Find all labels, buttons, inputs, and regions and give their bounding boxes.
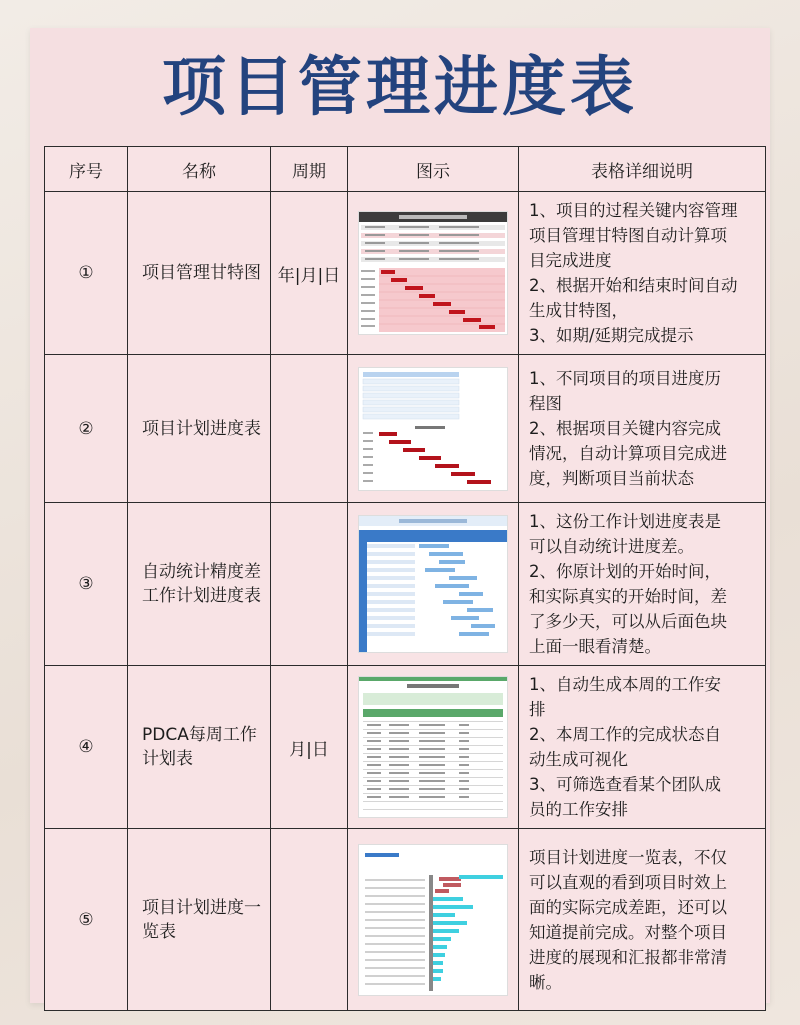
desc-line: 员的工作安排 bbox=[529, 800, 628, 819]
row-desc-cell bbox=[519, 355, 766, 503]
row-desc bbox=[519, 839, 765, 1001]
desc-line: 2、本周工作的完成状态自 bbox=[529, 725, 721, 744]
desc-line: 了多少天，可以从后面色块 bbox=[529, 612, 727, 631]
table-row bbox=[45, 503, 766, 666]
row-name: 项目计划进度表 bbox=[142, 418, 261, 439]
row-period: 年|月|日 bbox=[271, 192, 348, 355]
page-title: 项目管理进度表 bbox=[162, 51, 638, 125]
row-period bbox=[271, 355, 348, 503]
row-desc bbox=[519, 192, 765, 354]
progress-table bbox=[44, 146, 766, 1011]
header-name: 名称 bbox=[128, 147, 271, 192]
row-desc bbox=[519, 503, 765, 665]
row-number: ② bbox=[45, 355, 128, 503]
row-number: ⑤ bbox=[45, 829, 128, 1011]
row-thumb-cell bbox=[348, 503, 519, 666]
desc-line: 1、自动生成本周的工作安 bbox=[529, 675, 721, 694]
desc-line: 1、项目的过程关键内容管理 bbox=[529, 201, 738, 220]
work-plan-thumbnail bbox=[358, 515, 508, 653]
plan-progress-thumbnail bbox=[358, 367, 508, 491]
desc-line: 项目计划进度一览表，不仅 bbox=[529, 847, 727, 867]
desc-line: 排 bbox=[529, 700, 546, 719]
desc-line: 度，判断项目当前状态 bbox=[529, 469, 694, 488]
desc-line: 2、根据项目关键内容完成 bbox=[529, 419, 721, 438]
row-desc-cell bbox=[519, 666, 766, 829]
row-desc-cell bbox=[519, 192, 766, 355]
row-desc bbox=[519, 360, 765, 497]
desc-line: 3、可筛选查看某个团队成 bbox=[529, 775, 721, 794]
row-period: 月|日 bbox=[271, 666, 348, 829]
desc-line: 进度的展现和汇报都非常清 bbox=[529, 947, 727, 967]
desc-line: 可以直观的看到项目时效上 bbox=[529, 872, 727, 892]
row-number: ③ bbox=[45, 503, 128, 666]
desc-line: 项目管理甘特图自动计算项 bbox=[529, 226, 727, 245]
desc-line: 1、不同项目的项目进度历 bbox=[529, 369, 721, 388]
row-name-cell bbox=[128, 829, 271, 1011]
header-image: 图示 bbox=[348, 147, 519, 192]
desc-line: 上面一眼看清楚。 bbox=[529, 637, 661, 656]
row-name: 项目管理甘特图 bbox=[142, 263, 261, 283]
row-thumb-cell bbox=[348, 666, 519, 829]
desc-line: 2、根据开始和结束时间自动 bbox=[529, 276, 738, 295]
desc-line: 动生成可视化 bbox=[529, 750, 628, 769]
row-name-cell bbox=[128, 192, 271, 355]
row-name-cell bbox=[128, 503, 271, 666]
desc-line: 情况，自动计算项目完成进 bbox=[529, 444, 727, 463]
row-name: 自动统计精度差工作计划进度表 bbox=[142, 562, 261, 606]
desc-line: 3、如期/延期完成提示 bbox=[529, 326, 694, 345]
row-name: 项目计划进度一览表 bbox=[142, 897, 261, 942]
desc-line: 面的实际完成差距，还可以 bbox=[529, 897, 727, 917]
desc-line: 和实际真实的开始时间，差 bbox=[529, 587, 727, 606]
desc-line: 可以自动统计进度差。 bbox=[529, 537, 694, 556]
desc-line: 程图 bbox=[529, 394, 562, 413]
desc-line: 2、你原计划的开始时间， bbox=[529, 562, 721, 581]
header-period: 周期 bbox=[271, 147, 348, 192]
gantt-spreadsheet-thumbnail bbox=[358, 211, 508, 335]
header-no: 序号 bbox=[45, 147, 128, 192]
table-header-row bbox=[45, 147, 766, 192]
desc-line: 知道提前完成。对整个项目 bbox=[529, 922, 727, 942]
row-desc-cell bbox=[519, 503, 766, 666]
row-name-cell bbox=[128, 355, 271, 503]
row-thumb-cell bbox=[348, 192, 519, 355]
row-name-cell bbox=[128, 666, 271, 829]
pdca-weekly-thumbnail bbox=[358, 676, 508, 818]
table-row bbox=[45, 666, 766, 829]
row-number: ④ bbox=[45, 666, 128, 829]
desc-line: 晰。 bbox=[529, 972, 562, 992]
desc-line: 1、这份工作计划进度表是 bbox=[529, 512, 721, 531]
row-thumb-cell bbox=[348, 355, 519, 503]
table-row bbox=[45, 829, 766, 1011]
row-desc-cell bbox=[519, 829, 766, 1011]
table-row bbox=[45, 192, 766, 355]
table-row bbox=[45, 355, 766, 503]
overview-bar-thumbnail bbox=[358, 844, 508, 996]
row-period bbox=[271, 503, 348, 666]
row-thumb-cell bbox=[348, 829, 519, 1011]
row-number: ① bbox=[45, 192, 128, 355]
row-name: PDCA每周工作计划表 bbox=[142, 725, 257, 769]
desc-line: 生成甘特图， bbox=[529, 301, 628, 320]
header-desc: 表格详细说明 bbox=[519, 147, 766, 192]
row-desc bbox=[519, 666, 765, 828]
desc-line: 目完成进度 bbox=[529, 251, 612, 270]
row-period bbox=[271, 829, 348, 1011]
